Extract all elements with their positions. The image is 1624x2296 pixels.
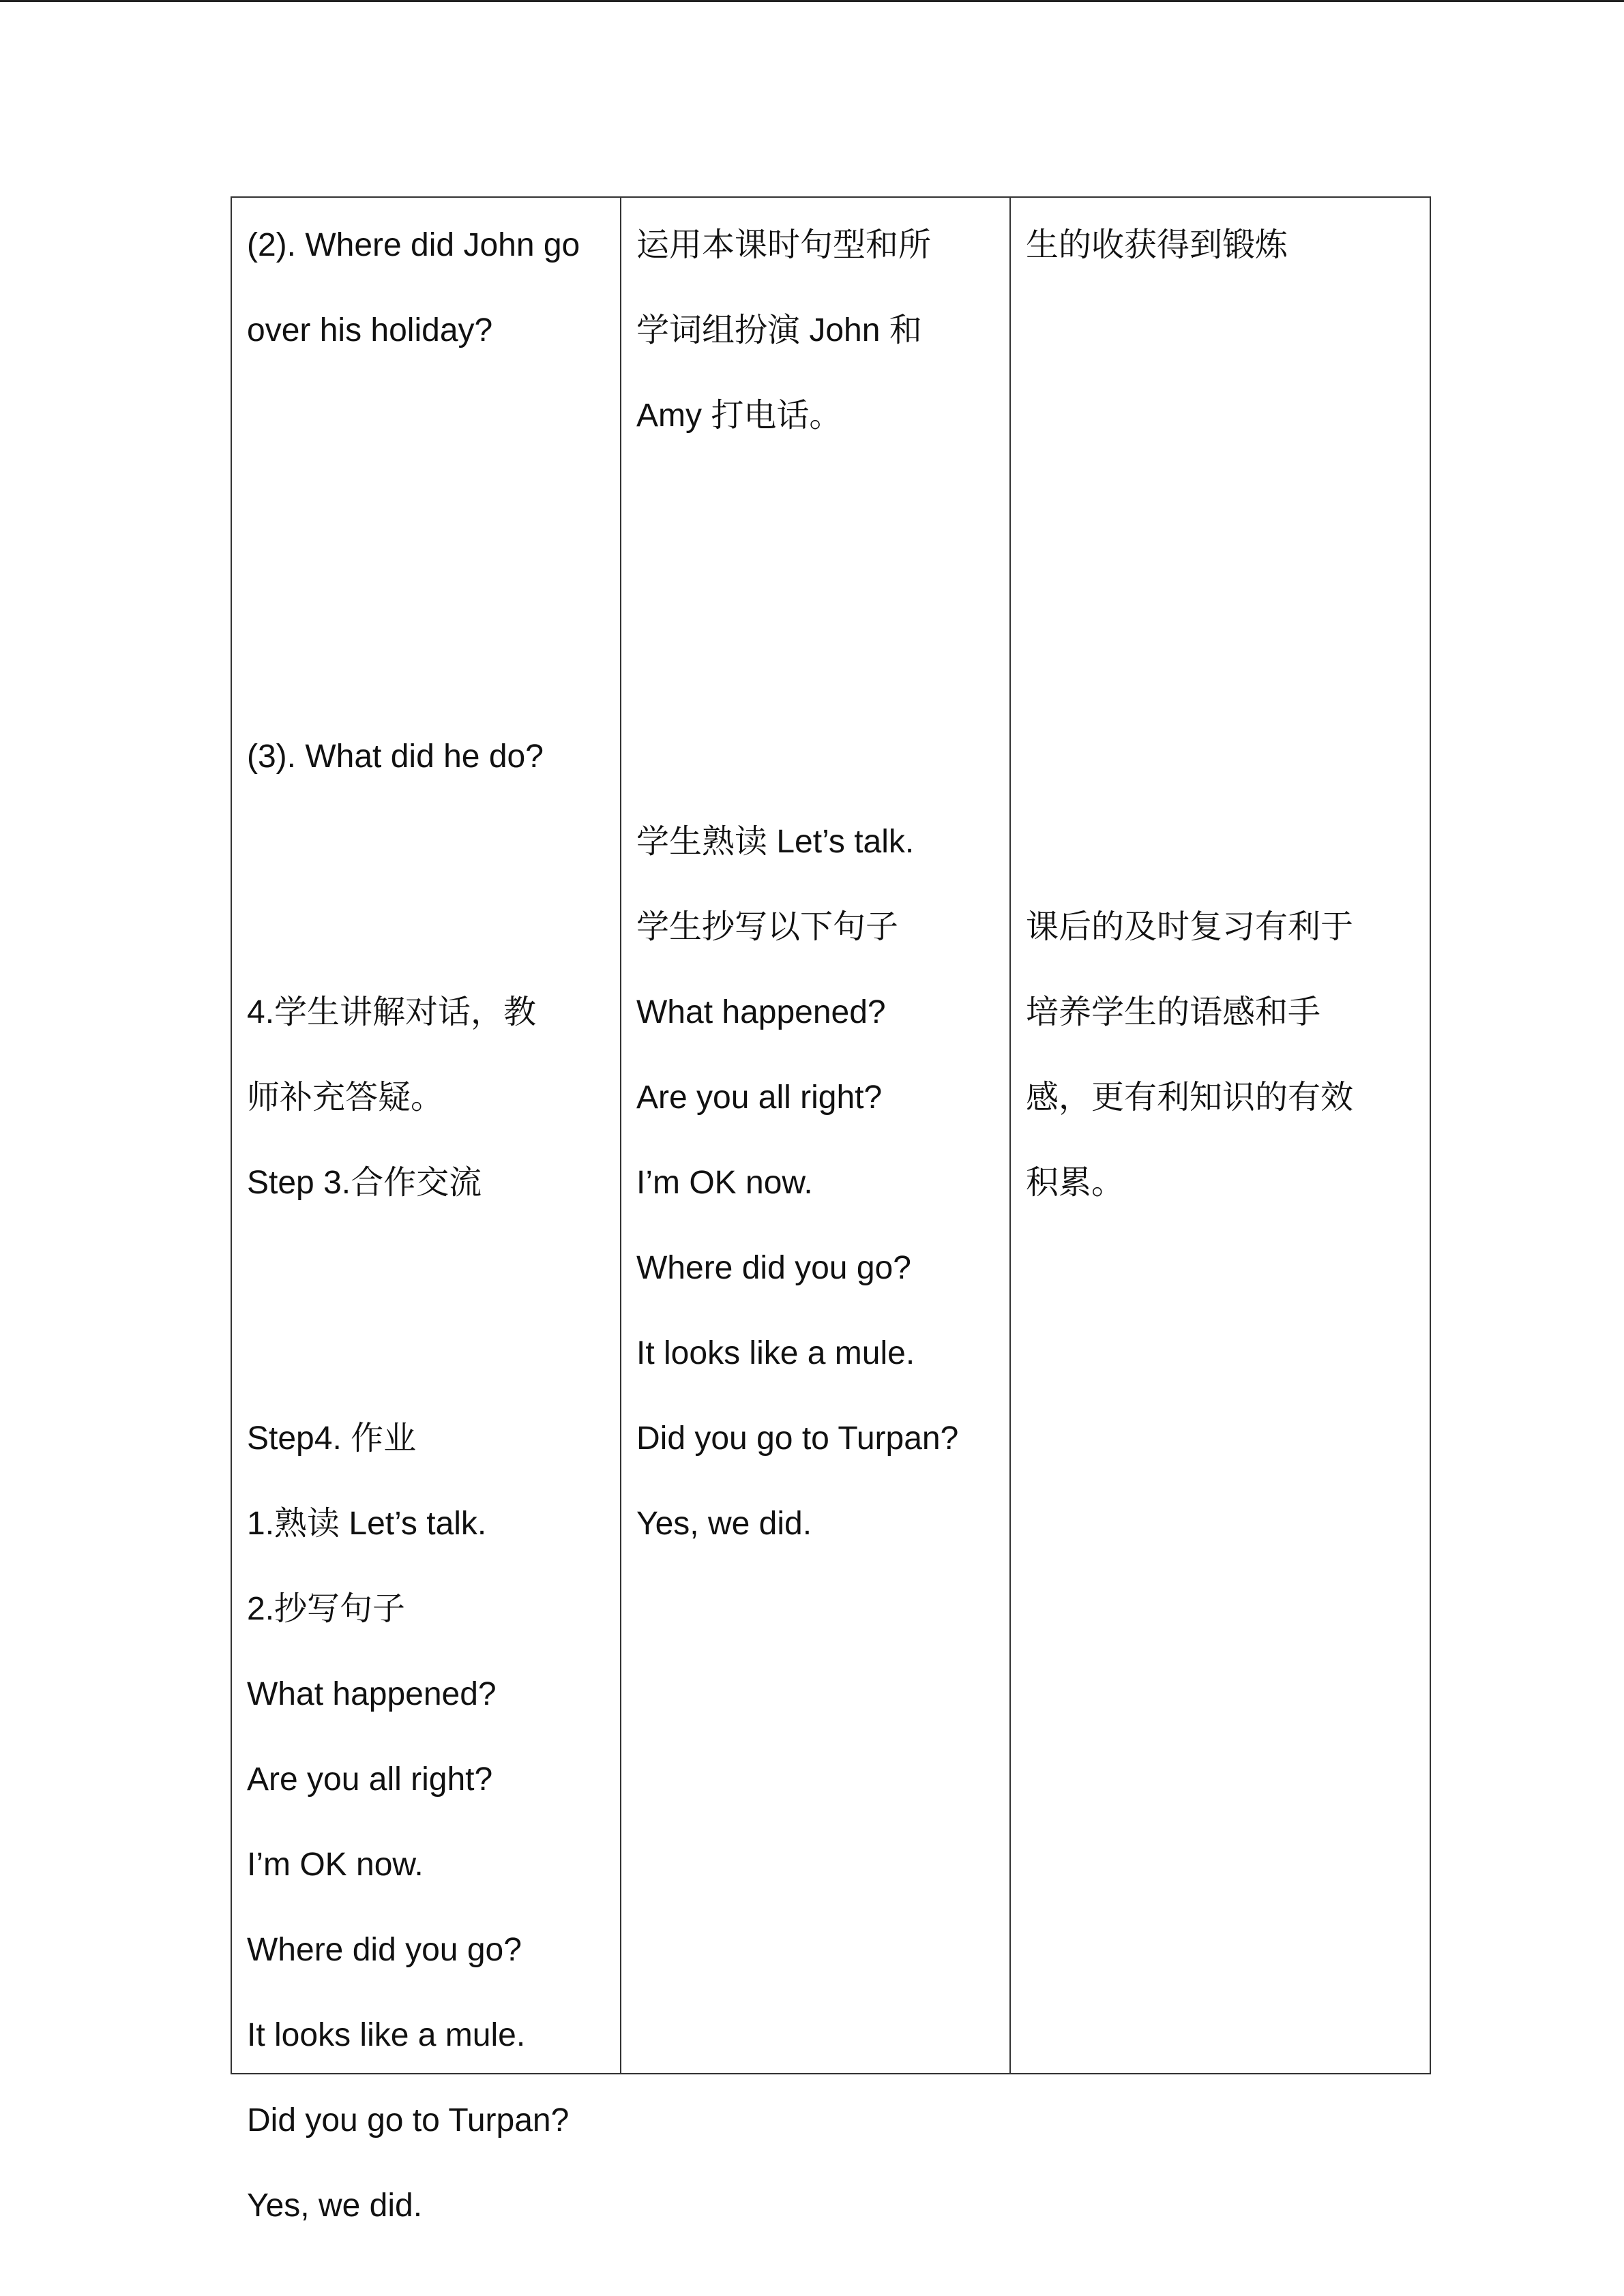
process-line: 师补充答疑。 xyxy=(247,1079,444,1116)
activity-line: Did you go to Turpan? xyxy=(636,1420,959,1457)
intent-line: 课后的及时复习有利于 xyxy=(1026,909,1354,945)
activity-line: Are you all right? xyxy=(636,1079,883,1116)
process-line: 4.学生讲解对话，教 xyxy=(247,994,537,1030)
intent-line: 积累。 xyxy=(1026,1165,1125,1201)
process-line: 2.抄写句子 xyxy=(247,1591,406,1627)
process-line: (3). What did he do? xyxy=(247,739,544,775)
process-cell xyxy=(231,197,621,2224)
activity-line: What happened? xyxy=(636,994,886,1030)
process-line: What happened? xyxy=(247,1676,497,1712)
process-line: 1.熟读 Let’s talk. xyxy=(247,1506,487,1542)
table-row xyxy=(231,197,1430,2074)
process-line: Did you go to Turpan? xyxy=(247,2102,570,2138)
activity-line: Amy 打电话。 xyxy=(636,398,842,434)
intent-line: 培养学生的语感和手 xyxy=(1026,994,1321,1030)
intent-line: 感，更有利知识的有效 xyxy=(1026,1079,1354,1116)
process-line: I’m OK now. xyxy=(247,1847,424,1883)
activity-line: It looks like a mule. xyxy=(636,1335,915,1371)
activity-line: 运用本课时句型和所 xyxy=(636,227,932,263)
activity-line: 学生熟读 Let’s talk. xyxy=(636,824,915,860)
process-line: Are you all right? xyxy=(247,1761,493,1798)
activity-line: 学词组扮演 John 和 xyxy=(636,312,922,348)
lesson-plan-table xyxy=(231,196,1431,2224)
activity-cell xyxy=(621,197,1010,2074)
process-line: Step 3.合作交流 xyxy=(247,1165,482,1201)
activity-line: I’m OK now. xyxy=(636,1165,813,1201)
process-line: Yes, we did. xyxy=(247,2188,423,2224)
process-line: over his holiday? xyxy=(247,312,493,348)
activity-line: 学生抄写以下句子 xyxy=(636,909,899,945)
activity-line: Yes, we did. xyxy=(636,1506,812,1542)
process-line: Where did you go? xyxy=(247,1932,522,1968)
intent-cell xyxy=(1010,197,1430,2074)
process-line: Step4. 作业 xyxy=(247,1420,417,1457)
page-top-border xyxy=(0,0,1624,2)
process-line: It looks like a mule. xyxy=(247,2017,526,2053)
intent-line: 生的收获得到锻炼 xyxy=(1026,227,1288,263)
activity-line: Where did you go? xyxy=(636,1250,911,1286)
process-line: (2). Where did John go xyxy=(247,227,580,263)
